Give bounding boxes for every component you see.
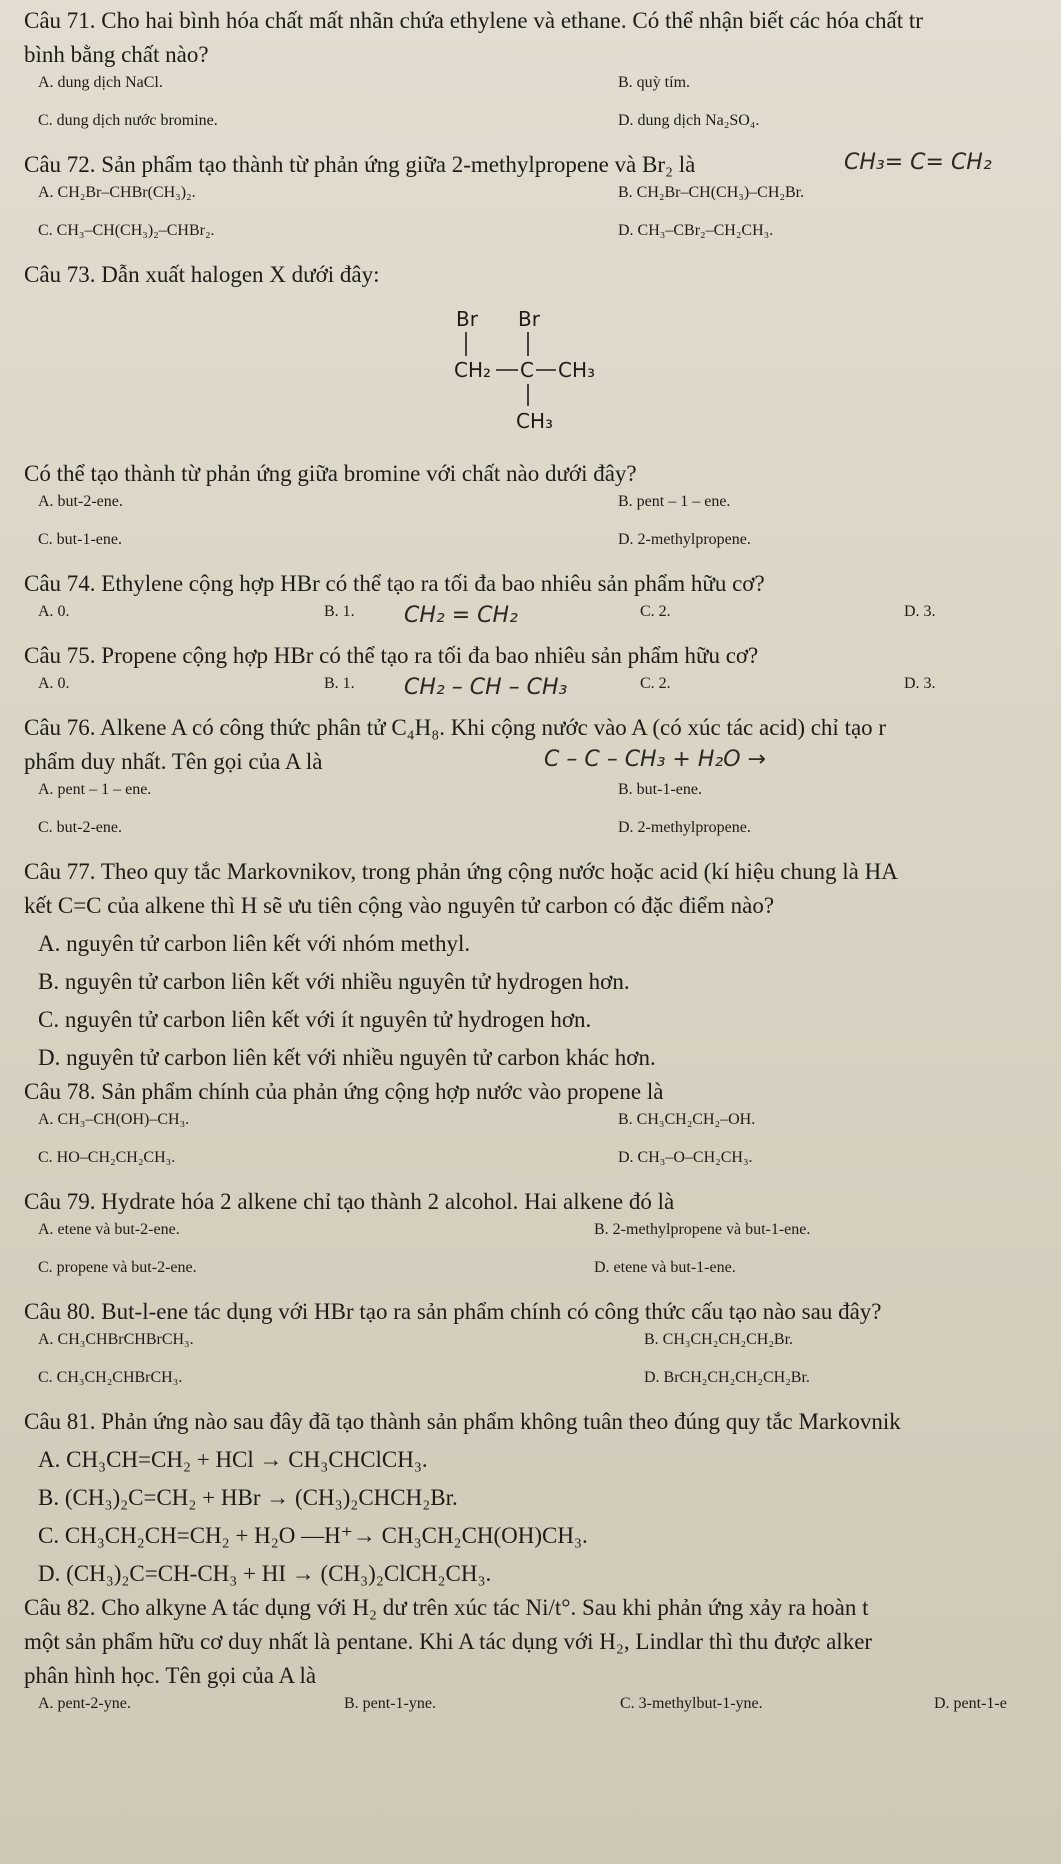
option-b[interactable]: B. 2-methylpropene và but-1-ene. — [594, 1221, 811, 1238]
option-c[interactable]: C. but-2-ene. — [38, 819, 122, 836]
option-a[interactable]: A. CH₃–CH(OH)–CH₃. — [38, 1111, 190, 1128]
option-d[interactable]: D. CH₃–CBr₂–CH₂CH₃. — [618, 222, 774, 239]
option-c[interactable]: C. nguyên tử carbon liên kết với ít nguyên tử hydrogen hơn. — [38, 1007, 592, 1032]
question-stem: Câu 72. Sản phẩm tạo thành từ phản ứng giữa 2-methylpropene và Br₂ là — [24, 152, 696, 177]
option-d[interactable]: D. 3. — [904, 603, 936, 620]
question-stem-cont: bình bằng chất nào? — [24, 42, 209, 67]
handwritten-note: CH₃= C= CH₂ — [844, 150, 992, 175]
option-d[interactable]: D. (CH₃)₂C=CH-CH₃ + HI → (CH₃)₂ClCH₂CH₃. — [38, 1561, 492, 1586]
option-c[interactable]: C. propene và but-2-ene. — [38, 1259, 197, 1276]
option-d[interactable]: D. CH₃–O–CH₂CH₃. — [618, 1149, 753, 1166]
option-b[interactable]: B. quỳ tím. — [618, 74, 691, 91]
question-stem-cont: phân hình học. Tên gọi của A là — [24, 1663, 317, 1688]
option-a[interactable]: A. 0. — [38, 675, 70, 692]
option-c[interactable]: C. CH₃–CH(CH₃)₂–CHBr₂. — [38, 222, 215, 239]
question-stem: Câu 74. Ethylene cộng hợp HBr có thể tạo ra tối đa bao nhiêu sản phẩm hữu cơ? — [24, 571, 765, 596]
question-stem: Câu 75. Propene cộng hợp HBr có thể tạo ra tối đa bao nhiêu sản phẩm hữu cơ? — [24, 643, 759, 668]
question-81 — [24, 1407, 1061, 1593]
atom-br-right: Br — [518, 307, 540, 331]
question-stem-cont: phẩm duy nhất. Tên gọi của A là — [24, 749, 323, 774]
structural-formula — [444, 304, 644, 444]
option-d[interactable]: D. etene và but-1-ene. — [594, 1259, 736, 1276]
atom-c: C — [520, 358, 534, 382]
option-a[interactable]: A. pent-2-yne. — [38, 1695, 131, 1712]
question-stem: Câu 76. Alkene A có công thức phân tử C₄H₈. Khi cộng nước vào A (có xúc tác acid) chỉ tạo r — [24, 715, 887, 740]
question-stem: Câu 80. But-l-ene tác dụng với HBr tạo ra sản phẩm chính có công thức cấu tạo nào sau đây? — [24, 1299, 882, 1324]
handwritten-note: C – C – CH₃ + H₂O → — [544, 747, 766, 772]
option-d[interactable]: D. BrCH₂CH₂CH₂CH₂Br. — [644, 1369, 810, 1386]
option-a[interactable]: A. etene và but-2-ene. — [38, 1221, 180, 1238]
question-79 — [24, 1187, 1061, 1297]
option-b[interactable]: B. pent – 1 – ene. — [618, 493, 731, 510]
question-stem: Câu 81. Phản ứng nào sau đây đã tạo thành sản phẩm không tuân theo đúng quy tắc Markovnik — [24, 1409, 901, 1434]
question-stem: Câu 78. Sản phẩm chính của phản ứng cộng hợp nước vào propene là — [24, 1079, 664, 1104]
question-74 — [24, 569, 1061, 641]
handwritten-note: CH₂ = CH₂ — [404, 603, 518, 628]
group-ch2: CH₂ — [454, 358, 492, 382]
option-b[interactable]: B. CH₃CH₂CH₂CH₂Br. — [644, 1331, 794, 1348]
question-78 — [24, 1077, 1061, 1187]
handwritten-note: CH₂ – CH – CH₃ — [404, 675, 568, 700]
option-b[interactable]: B. but-1-ene. — [618, 781, 702, 798]
question-72 — [24, 150, 1061, 260]
option-d[interactable]: D. pent-1-e — [934, 1695, 1007, 1712]
option-c[interactable]: C. 2. — [640, 603, 671, 620]
question-77 — [24, 857, 1061, 1077]
option-c[interactable]: C. 2. — [640, 675, 671, 692]
question-stem-cont: kết C=C của alkene thì H sẽ ưu tiên cộng vào nguyên tử carbon có đặc điểm nào? — [24, 893, 775, 918]
question-stem-cont: một sản phẩm hữu cơ duy nhất là pentane. Khi A tác dụng với H₂, Lindlar thì thu được alker — [24, 1629, 873, 1654]
question-71 — [24, 6, 1061, 150]
question-75 — [24, 641, 1061, 713]
option-a[interactable]: A. but-2-ene. — [38, 493, 123, 510]
option-a[interactable]: A. pent – 1 – ene. — [38, 781, 152, 798]
group-ch3-bottom: CH₃ — [516, 409, 554, 433]
option-a[interactable]: A. CH₃CHBrCHBrCH₃. — [38, 1331, 194, 1348]
question-stem-cont: Có thể tạo thành từ phản ứng giữa bromine với chất nào dưới đây? — [24, 461, 637, 486]
option-a[interactable]: A. CH₂Br–CHBr(CH₃)₂. — [38, 184, 196, 201]
option-c[interactable]: C. CH₃CH₂CH=CH₂ + H₂O —H⁺→ CH₃CH₂CH(OH)CH₃. — [38, 1523, 588, 1548]
option-d[interactable]: D. nguyên tử carbon liên kết với nhiều nguyên tử carbon khác hơn. — [38, 1045, 656, 1070]
option-b[interactable]: B. CH₂Br–CH(CH₃)–CH₂Br. — [618, 184, 805, 201]
atom-br-left: Br — [456, 307, 478, 331]
group-ch3-right: CH₃ — [558, 358, 596, 382]
option-c[interactable]: C. CH₃CH₂CHBrCH₃. — [38, 1369, 183, 1386]
option-b[interactable]: B. nguyên tử carbon liên kết với nhiều nguyên tử hydrogen hơn. — [38, 969, 630, 994]
option-a[interactable]: A. dung dịch NaCl. — [38, 74, 163, 91]
option-b[interactable]: B. 1. — [324, 603, 355, 620]
question-80 — [24, 1297, 1061, 1407]
option-d[interactable]: D. 3. — [904, 675, 936, 692]
question-stem: Câu 73. Dẫn xuất halogen X dưới đây: — [24, 262, 380, 287]
question-stem: Câu 82. Cho alkyne A tác dụng với H₂ dư trên xúc tác Ni/t°. Sau khi phản ứng xảy ra hoàn t — [24, 1595, 869, 1620]
option-b[interactable]: B. pent-1-yne. — [344, 1695, 436, 1712]
question-stem: Câu 77. Theo quy tắc Markovnikov, trong phản ứng cộng nước hoặc acid (kí hiệu chung là HA — [24, 859, 898, 884]
option-b[interactable]: B. (CH₃)₂C=CH₂ + HBr → (CH₃)₂CHCH₂Br. — [38, 1485, 458, 1510]
option-c[interactable]: C. but-1-ene. — [38, 531, 122, 548]
question-73 — [24, 260, 1061, 569]
option-d[interactable]: D. 2-methylpropene. — [618, 819, 751, 836]
option-a[interactable]: A. 0. — [38, 603, 70, 620]
option-b[interactable]: B. CH₃CH₂CH₂–OH. — [618, 1111, 756, 1128]
option-d[interactable]: D. dung dịch Na₂SO₄. — [618, 112, 760, 129]
option-a[interactable]: A. CH₃CH=CH₂ + HCl → CH₃CHClCH₃. — [38, 1447, 428, 1472]
option-c[interactable]: C. dung dịch nước bromine. — [38, 112, 218, 129]
option-b[interactable]: B. 1. — [324, 675, 355, 692]
option-d[interactable]: D. 2-methylpropene. — [618, 531, 751, 548]
question-76 — [24, 713, 1061, 857]
question-82 — [24, 1593, 1061, 1733]
question-stem: Câu 79. Hydrate hóa 2 alkene chỉ tạo thành 2 alcohol. Hai alkene đó là — [24, 1189, 675, 1214]
question-stem: Câu 71. Cho hai bình hóa chất mất nhãn chứa ethylene và ethane. Có thể nhận biết các hóa chất tr — [24, 8, 923, 33]
option-c[interactable]: C. HO–CH₂CH₂CH₃. — [38, 1149, 176, 1166]
option-c[interactable]: C. 3-methylbut-1-yne. — [620, 1695, 763, 1712]
option-a[interactable]: A. nguyên tử carbon liên kết với nhóm methyl. — [38, 931, 471, 956]
